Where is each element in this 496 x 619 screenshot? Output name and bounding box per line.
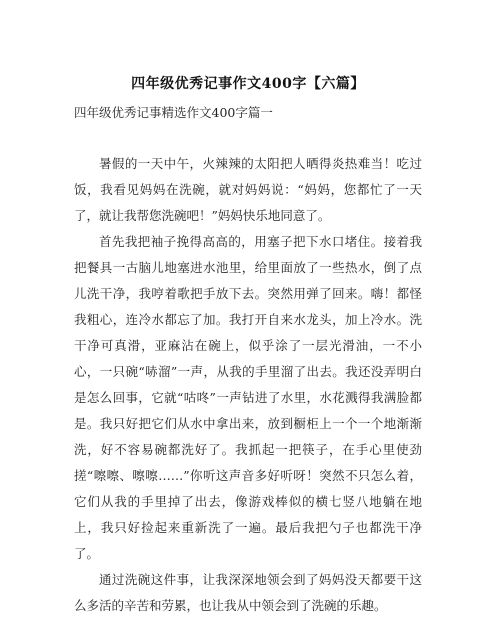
paragraph-conclusion (74, 567, 422, 619)
document-title: 四年级优秀记事作文400字【六篇】 (131, 76, 365, 92)
section-heading: 四年级优秀记事精选作文400字篇一 (74, 105, 273, 120)
paragraph-text: 通过洗碗这件事，让我深深地领会到了妈妈没天都要干这么多活的辛苦和劳累，也让我从中领会到了洗碗的乐趣。 (74, 572, 422, 613)
paragraph-main (74, 229, 422, 567)
paragraph-text: 首先我把袖子挽得高高的，用塞子把下水口堵住。接着我把餐具一古脑儿地塞进水池里，给里面放了一些热水，倒了点儿洗干净，我哼着歌把手放下去。突然用弹了回来。嗨！都怪我粗心，连冷水都忘了加。我打开自来水龙头，加上冷水。洗干净可真滑，亚麻沾在碗上，似乎涂了一层光滑油，一不小心，一只碗“哧溜”一声，从我的手里溜了出去。我还没弄明白是怎么回事，它就“咕咚”一声钻进了水里，水花溅得我满脸都是。我只好把它们从水中拿出来，放到橱柜上一个一个地渐渐洗，好不容易碗都洗好了。我抓起一把筷子，在手心里使劲搓“嚓嚓、嚓嚓……”你听这声音多好听呀！突然不只怎么着，它们从我的手里掉了出去，像游戏棒似的横七竖八地躺在地上，我只好捡起来重新洗了一遍。最后我把勺子也都洗干净了。 (74, 234, 422, 561)
paragraph-intro (74, 151, 422, 229)
paragraph-text: 暑假的一天中午，火辣辣的太阳把人晒得炎热难当！吃过饭，我看见妈妈在洗碗，就对妈妈说：“妈妈，您都忙了一天了，就让我帮您洗碗吧！”妈妈快乐地同意了。 (74, 156, 422, 223)
